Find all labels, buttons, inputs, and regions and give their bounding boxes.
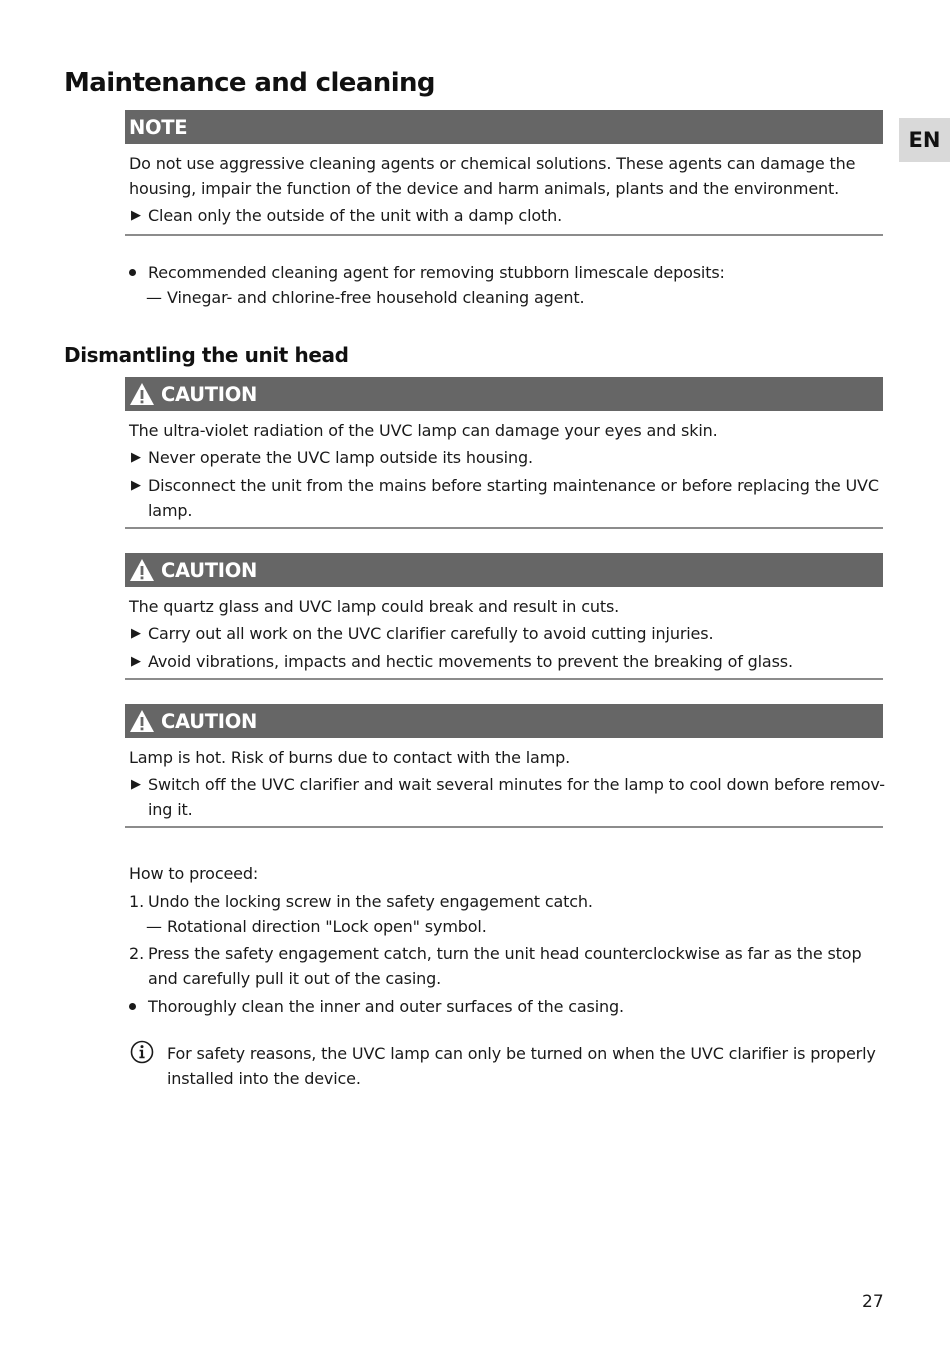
note-action-1: Clean only the outside of the unit with a damp cloth. [148,206,563,225]
procedure-step-2-line-1: Press the safety engagement catch, turn the unit head counterclockwise as far as the stop [148,944,862,963]
caution-header-3 [125,704,883,738]
caution-divider-1 [125,527,883,529]
caution-header-1 [125,377,883,411]
caution-label-2: CAUTION [161,558,257,582]
triangle-marker-icon: ▶ [131,478,141,493]
info-icon [130,1040,154,1064]
caution3-action-1-line-2: ing it. [148,800,193,819]
dash-marker-icon: — [146,288,162,307]
caution2-text: The quartz glass and UVC lamp could break and result in cuts. [129,597,620,616]
procedure-step-1-sub: Rotational direction "Lock open" symbol. [167,917,487,936]
triangle-marker-icon: ▶ [131,626,141,641]
note-label: NOTE [129,115,188,139]
caution3-text: Lamp is hot. Risk of burns due to contact with the lamp. [129,748,571,767]
cleaning-bullet-1: Recommended cleaning agent for removing stubborn limescale deposits: [148,263,725,282]
procedure-bullet: Thoroughly clean the inner and outer surfaces of the casing. [148,997,624,1016]
dash-marker-icon: — [146,917,162,936]
procedure-step-1: Undo the locking screw in the safety engagement catch. [148,892,593,911]
caution-divider-3 [125,826,883,828]
step-number-2: 2. [129,944,145,963]
caution2-action-1: Carry out all work on the UVC clarifier carefully to avoid cutting injuries. [148,624,714,643]
note-header [125,110,883,144]
cleaning-sub-1: Vinegar- and chlorine-free household cleaning agent. [167,288,585,307]
triangle-marker-icon: ▶ [131,777,141,792]
info-text-line-1: For safety reasons, the UVC lamp can only be turned on when the UVC clarifier is properly [167,1044,876,1063]
triangle-marker-icon: ▶ [131,450,141,465]
caution-label-1: CAUTION [161,382,257,406]
page-title: Maintenance and cleaning [64,68,435,98]
language-tab: EN [899,118,950,162]
caution3-action-1-line-1: Switch off the UVC clarifier and wait several minutes for the lamp to cool down before remov- [148,775,885,794]
caution-header-2 [125,553,883,587]
caution1-action-2-line-1: Disconnect the unit from the mains before starting maintenance or before replacing the UVC [148,476,879,495]
caution-divider-2 [125,678,883,680]
caution-label-3: CAUTION [161,709,257,733]
caution1-action-1: Never operate the UVC lamp outside its housing. [148,448,533,467]
warning-triangle-icon [129,382,155,406]
triangle-marker-icon: ▶ [131,208,141,223]
bullet-icon [129,1003,136,1010]
caution1-text: The ultra-violet radiation of the UVC lamp can damage your eyes and skin. [129,421,718,440]
caution1-action-2-line-2: lamp. [148,501,193,520]
bullet-icon [129,269,136,276]
warning-triangle-icon [129,709,155,733]
note-text-line-1: Do not use aggressive cleaning agents or chemical solutions. These agents can damage the [129,154,856,173]
procedure-intro: How to proceed: [129,864,259,883]
note-divider [125,234,883,236]
section-title-dismantling: Dismantling the unit head [64,343,349,367]
info-text-line-2: installed into the device. [167,1069,361,1088]
triangle-marker-icon: ▶ [131,654,141,669]
caution2-action-2: Avoid vibrations, impacts and hectic movements to prevent the breaking of glass. [148,652,793,671]
note-text-line-2: housing, impair the function of the device and harm animals, plants and the environment. [129,179,840,198]
warning-triangle-icon [129,558,155,582]
procedure-step-2-line-2: and carefully pull it out of the casing. [148,969,442,988]
step-number-1: 1. [129,892,145,911]
page-number: 27 [862,1292,884,1312]
